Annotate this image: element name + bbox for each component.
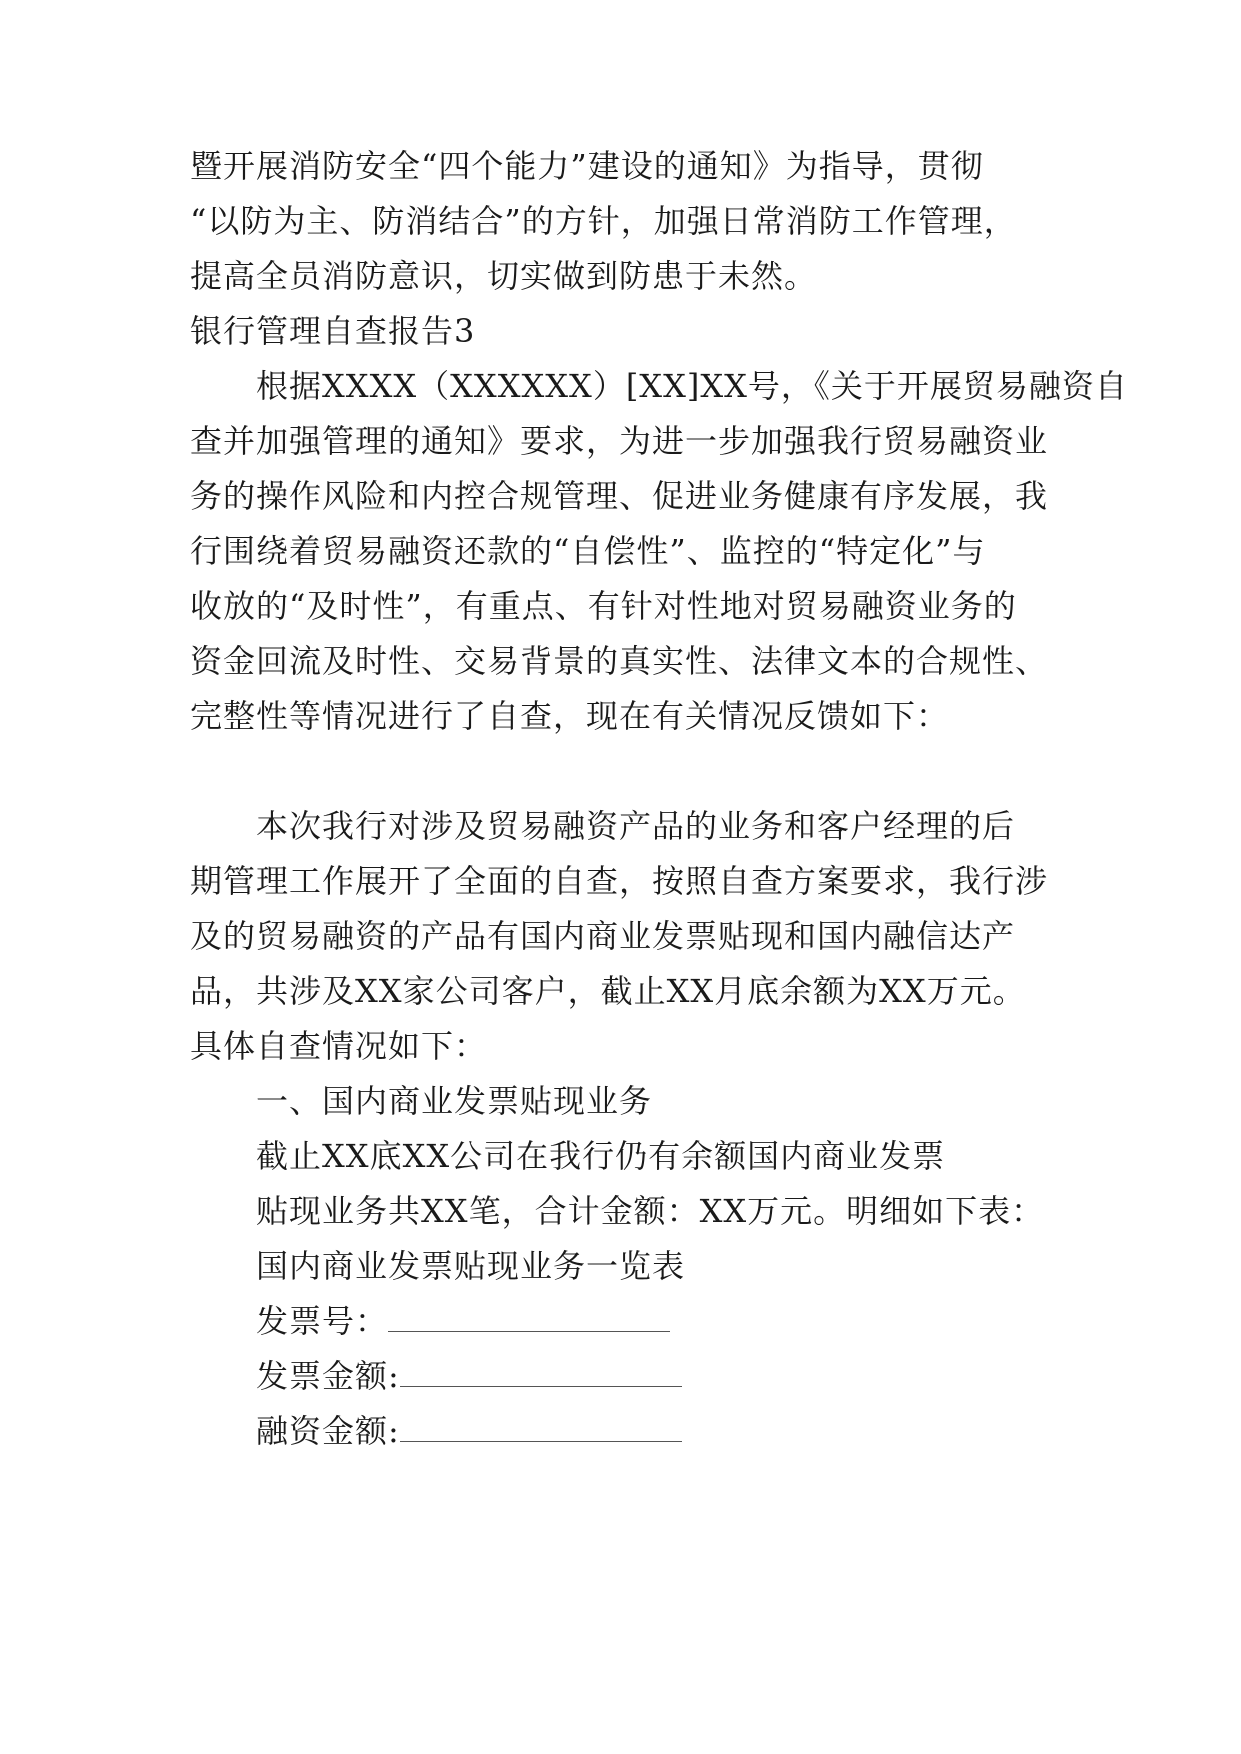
financing-amount-blank — [400, 1417, 682, 1442]
basis-paragraph-line-2: 查并加强管理的通知》要求，为进一步加强我行贸易融资业 — [190, 422, 1049, 460]
fire-paragraph-line-2: “以防为主、防消结合”的方针，加强日常消防工作管理， — [190, 202, 1017, 240]
heading-one: 一、国内商业发票贴现业务 — [256, 1082, 653, 1120]
basis-paragraph-line-3: 务的操作风险和内控合规管理、促进业务健康有序发展，我 — [190, 477, 1049, 515]
scope-paragraph-line-5: 具体自查情况如下： — [190, 1027, 488, 1065]
financing-amount-label: 融资金额: — [256, 1412, 400, 1450]
scope-paragraph-line-4: 品，共涉及XX家公司客户，截止XX月底余额为XX万元。 — [190, 972, 1026, 1010]
detail-line-2: 贴现业务共XX笔，合计金额：XX万元。明细如下表： — [256, 1192, 1045, 1230]
invoice-amount-label: 发票金额: — [256, 1357, 400, 1395]
invoice-number-blank — [388, 1307, 670, 1332]
financing-amount-field — [256, 1411, 682, 1451]
fire-paragraph-line-3: 提高全员消防意识，切实做到防患于未然。 — [190, 257, 818, 295]
basis-paragraph-line-7: 完整性等情况进行了自查，现在有关情况反馈如下： — [190, 697, 950, 735]
section-title: 银行管理自查报告3 — [190, 312, 476, 350]
invoice-number-field — [256, 1301, 670, 1341]
invoice-amount-field — [256, 1356, 682, 1396]
basis-paragraph-line-5: 收放的“及时性”，有重点、有针对性地对贸易融资业务的 — [190, 587, 1017, 625]
invoice-number-label: 发票号： — [256, 1302, 389, 1340]
fire-paragraph-line-1: 暨开展消防安全“四个能力”建设的通知》为指导，贯彻 — [190, 147, 984, 185]
scope-paragraph-line-2: 期管理工作展开了全面的自查，按照自查方案要求，我行涉 — [190, 862, 1049, 900]
scope-paragraph-line-3: 及的贸易融资的产品有国内商业发票贴现和国内融信达产 — [190, 917, 1016, 955]
basis-paragraph-line-4: 行围绕着贸易融资还款的“自偿性”、监控的“特定化”与 — [190, 532, 986, 570]
detail-line-1: 截止XX底XX公司在我行仍有余额国内商业发票 — [256, 1137, 946, 1175]
basis-paragraph-line-6: 资金回流及时性、交易背景的真实性、法律文本的合规性、 — [190, 642, 1049, 680]
basis-paragraph-line-1: 根据XXXX（XXXXXX）[XX]XX号，《关于开展贸易融资自 — [256, 367, 1128, 405]
invoice-amount-blank — [400, 1362, 682, 1387]
table-title: 国内商业发票贴现业务一览表 — [256, 1247, 686, 1285]
scope-paragraph-line-1: 本次我行对涉及贸易融资产品的业务和客户经理的后 — [256, 807, 1016, 845]
